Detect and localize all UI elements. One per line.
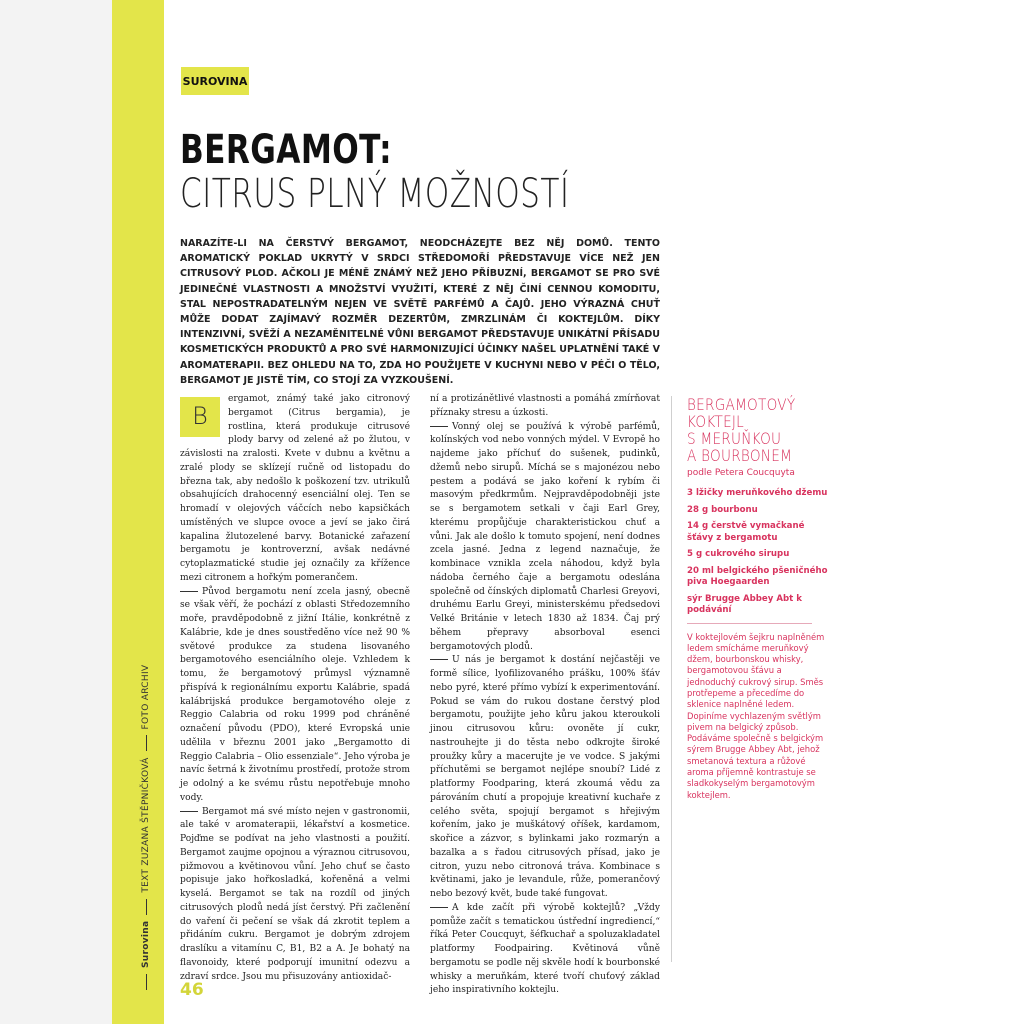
credit-section: Surovina xyxy=(141,920,151,968)
body-paragraph: Bergamot má své místo nejen v gastronomii, ale také v aromaterapii, lékařství a kosmetice. Pojďme se podívat na jeho vlastnosti a použití. Bergamot zaujme opojnou a výraznou citrusovou, pižmovou a květinovou vůní. Jeho chuť se často popisuje jako hořkosladká, kořeněná a velmi kyselá. Bergamot se tak na rozdíl od jiných citrusových plodů nedá jíst čerstvý. Při začlenění do vaření či pečení se však dá zkrotit teplem a přidáním cukru. Bergamot je dobrým zdrojem draslíku a vitamínu C, B1, B2 a A. Je bohatý na flavonoidy, které podporují imunitní odezvu a zdraví srdce. Jsou mu přisuzovány antioxidač- xyxy=(180,806,410,982)
body-paragraph: U nás je bergamot k dostání nejčastěji ve formě sílice, lyofilizovaného prášku, 100% šťáv nebo pyré, které přímo vybízí k experimentování. Pokud se vám do rukou dostane čerstvý plod bergamotu, použijte jeho kůru jakou kteroukoli jinou citrusovou kůru: ovoněte jí cukr, nastrouhejte ji do těsta nebo odkrojte široké proužky kůry a macerujte je ve vodce. S jakými příchutěmi se bergamot nejlépe snoubí? Lidé z platformy Foodparing, která zkoumá vědu za párováním chutí a propojuje kreativní kuchaře z celého světa, spojují bergamot s hřejivým kořením, jako je muškátový oříšek, kardamom, skořice a zázvor, s bylinkami jako rozmarýn a bazalka a s řadou citrusových přísad, jako je citron, yuzu nebo citronová tráva. Kombinace s květinami, jako je levandule, růže, pomerančový nebo bezový květ, bude také fungovat. xyxy=(430,655,660,899)
recipe-sidebar xyxy=(687,396,832,801)
credit-dash xyxy=(146,974,147,990)
body-paragraph: Původ bergamotu není zcela jasný, obecně se však věří, že pochází z oblasti Středozemního moře, pravděpodobně z jižní Itálie, konkrétně z Kalábrie, kde je dnes soustředěno více než 90 % světové produkce za studena lisovaného bergamotového esenciálního oleje. Vzhledem k tomu, že bergamotový průmysl významně přispívá k regionálnímu exportu Kalábrie, spadá kalábrijská produkce bergamotového oleje z Reggio Calabria od roku 1999 pod chráněné označení původu (PDO), které Evropská unie udělila v březnu 2001 jako „Bergamotto di Reggio Calabria – Olio essenziale“. Jeho výroba je navíc šetrná k životnímu prostředí, protože strom je odolný a ke svému růstu nepotřebuje mnoho vody. xyxy=(180,586,410,803)
paragraph-dash xyxy=(180,811,198,812)
ingredient-list xyxy=(687,488,832,617)
section-tag: SUROVINA xyxy=(181,67,249,95)
dropcap: B xyxy=(180,397,220,437)
body-paragraph-wrap xyxy=(180,806,410,985)
body-column-2 xyxy=(430,393,660,996)
page-margin xyxy=(0,0,112,1024)
ingredient-item: 28 g bourbonu xyxy=(687,504,758,515)
body-paragraph: Vonný olej se používá k výrobě parfémů, kolínských vod nebo vonných mýdel. V Evropě ho najdeme jako příchuť do sušenek, pudinků, džemů nebo sirupů. Míchá se s majonézou nebo pestem a podává se jako koření k rybím či masovým předkrmům. Nejpravděpodobněji jste se s bergamotem setkali v čaji Earl Grey, kterému propůjčuje charakteristickou chuť a vůni. Jak ale došlo k tomuto spojení, není dodnes zcela jasné. Jedna z legend naznačuje, že kombinace vznikla zcela náhodou, když byla nádoba černého čaje a bergamotu odeslána společně od čínských diplomatů Charlesi Greyovi, druhému Earlu Greyi, ministerskému předsedovi Velké Británie v letech 1830 až 1834. Čaj prý během přepravy absorboval esenci bergamotových plodů. xyxy=(430,421,660,652)
body-paragraph-wrap xyxy=(430,654,660,902)
vertical-credit xyxy=(141,665,151,990)
recipe-title xyxy=(687,396,832,464)
paragraph-dash xyxy=(430,426,448,427)
paragraph-dash xyxy=(180,591,198,592)
ingredient-item: 5 g cukrového sirupu xyxy=(687,549,790,559)
paragraph-dash xyxy=(430,907,448,908)
article-title-line2: CITRUS PLNÝ MOŽNOSTÍ xyxy=(180,171,570,217)
ingredient-item: 20 ml belgického pšeničného piva Hoegaarden xyxy=(687,565,828,587)
recipe-title-line: KOKTEJL xyxy=(687,412,745,431)
recipe-title-line: BERGAMOTOVÝ xyxy=(687,395,796,414)
ingredient-item: sýr Brugge Abbey Abt k podávání xyxy=(687,593,802,615)
paragraph-dash xyxy=(430,659,448,660)
body-paragraph-wrap xyxy=(430,421,660,655)
body-paragraph-wrap xyxy=(180,586,410,806)
credit-dash xyxy=(146,899,147,915)
body-column-1 xyxy=(180,393,410,982)
sidebar-divider xyxy=(671,396,672,962)
body-paragraph: A kde začít při výrobě koktejlů? „Vždy pomůže začít s tematickou ústřední ingrediencí,“ říká Peter Coucquyt, šéfkuchař a spoluzakladatel platformy Foodpairing. Květinová vůně bergamotu se podle něj skvěle hodí k bourbonské whisky a meruňkám, které tvoří chuťový základ jeho inspirativního koktejlu. xyxy=(430,902,660,996)
page-number: 46 xyxy=(180,980,204,1000)
recipe-subtitle: podle Petera Coucquyta xyxy=(687,468,795,478)
article-lead: NARAZÍTE-LI NA ČERSTVÝ BERGAMOT, NEODCHÁZEJTE BEZ NĚJ DOMŮ. TENTO AROMATICKÝ POKLAD UKRYTÝ V SRDCI STŘEDOMOŘÍ PŘEDSTAVUJE VÍCE NEŽ JEN CITRUSOVÝ PLOD. AČKOLI JE MÉNĚ ZNÁMÝ NEŽ JEHO PŘÍBUZNÍ, BERGAMOT SE PRO SVÉ JEDINEČNÉ VLASTNOSTI A MNOŽSTVÍ VYUŽITÍ, KTERÉ Z NĚJ ČINÍ CENNOU KOMODITU, STAL NEPOSTRADATELNÝM NEJEN VE SVĚTĚ PARFÉMŮ A ČAJŮ. JEHO VÝRAZNÁ CHUŤ MŮŽE DODAT ZAJÍMAVÝ ROZMĚR DEZERTŮM, ZMRZLINÁM ČI KOKTEJLŮM. DÍKY INTENZIVNÍ, SVĚŽÍ A NEZAMĚNITELNÉ VŮNI BERGAMOT PŘEDSTAVUJE UNIKÁTNÍ PŘÍSADU KOSMETICKÝCH PRODUKTŮ A PRO SVÉ HARMONIZUJÍCÍ ÚČINKY NAŠEL UPLATNĚNÍ TAKÉ V AROMATERAPII. BEZ OHLEDU NA TO, ZDA HO POUŽIJETE V KUCHYNI NEBO V PÉČI O TĚLO, BERGAMOT JE JISTĚ TÍM, CO STOJÍ ZA VYZKOUŠENÍ. xyxy=(180,238,660,386)
recipe-separator xyxy=(687,623,812,624)
article-title-line1: BERGAMOT: xyxy=(180,127,393,173)
ingredient-item: 3 lžičky meruňkového džemu xyxy=(687,488,828,498)
credit-photo: FOTO ARCHIV xyxy=(141,664,151,730)
credit-text-author: TEXT ZUZANA ŠTĚPNIČKOVÁ xyxy=(141,757,151,893)
recipe-title-line: S MERUŇKOU xyxy=(687,429,782,448)
yellow-margin-bar xyxy=(112,0,164,1024)
recipe-title-line: A BOURBONEM xyxy=(687,446,793,465)
credit-dash xyxy=(146,735,147,751)
ingredient-item: 14 g čerstvě vymačkané šťávy z bergamotu xyxy=(687,521,805,543)
body-paragraph-wrap xyxy=(430,902,660,998)
body-paragraph: ní a protizánětlivé vlastnosti a pomáhá zmírňovat příznaky stresu a úzkosti. xyxy=(430,394,660,418)
recipe-method: V koktejlovém šejkru naplněném ledem smícháme meruňkový džem, bourbonskou whisky, bergamotovou šťávu a jednoduchý cukrový sirup. Směs protřepeme a přecedíme do sklenice naplněné ledem. Dopiníme vychlazeným světlým pivem na belgický způsob. Podáváme společně s belgickým sýrem Brugge Abbey Abt, jehož smetanová textura a růžové aroma příjemně kontrastuje se sladkokyselým bergamotovým koktejlem. xyxy=(687,631,825,800)
body-paragraph: ergamot, známý také jako citronový bergamot (Citrus bergamia), je rostlina, která produkuje citrusové plody barvy od zelené až po žlutou, v závislosti na zralosti. Kvete v dubnu a květnu a zralé plody se sklízejí ručně od listopadu do března tak, aby nedošlo k poškození tzv. utrikulů obsahujících drahocenný esenciální olej. Ten se hromadí v olejových váčcích nebo kapsičkách umístěných ve slupce ovoce a jeví se jako čirá kapalina žlutozelené barvy. Botanické zařazení bergamotu je kontroverzní, avšak nedávné cytoplazmatické studie jej označily za křížence mezi citronem a hořkým pomerančem. xyxy=(180,394,410,583)
